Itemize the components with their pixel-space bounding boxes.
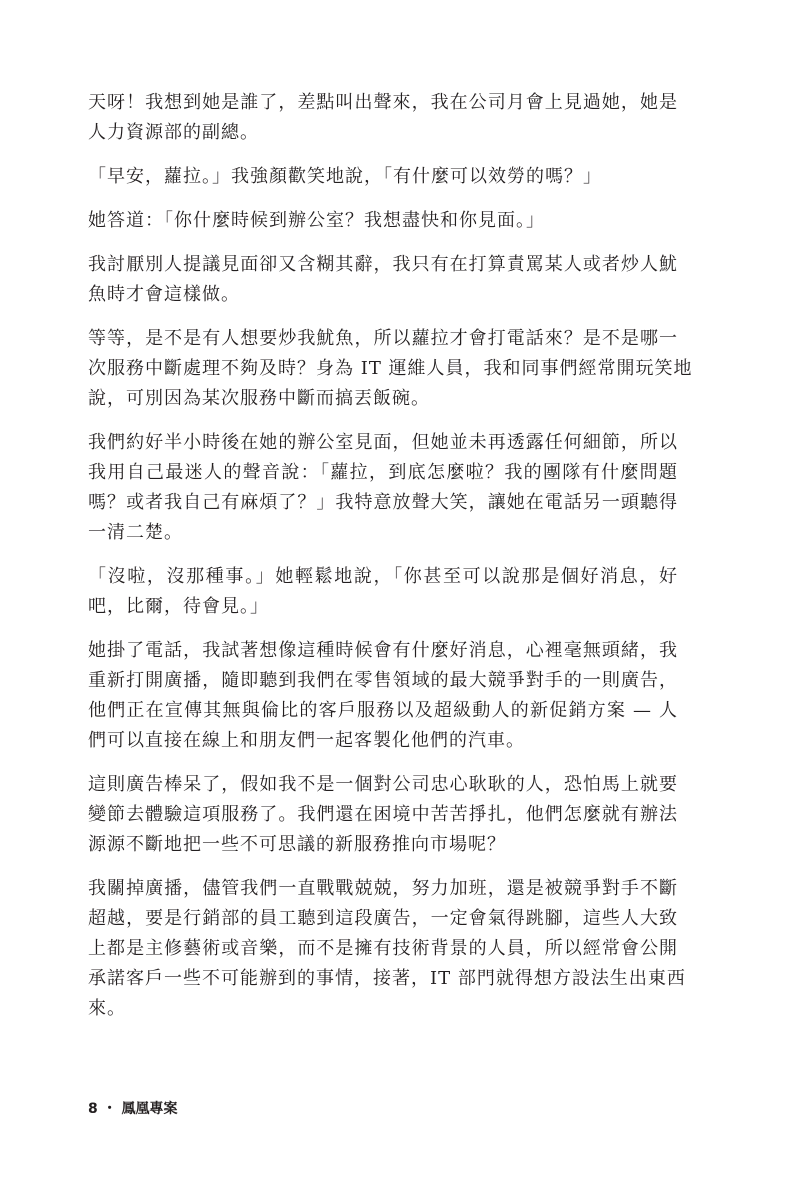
paragraph bbox=[88, 324, 693, 414]
text-line: 重新打開廣播，隨即聽到我們在零售領域的最大競爭對手的一則廣告， bbox=[88, 670, 678, 691]
text-line: 超越，要是行銷部的員工聽到這段廣告，一定會氣得跳腳，這些人大致 bbox=[88, 908, 678, 929]
text-line: 我關掉廣播，儘管我們一直戰戰兢兢，努力加班，還是被競爭對手不斷 bbox=[88, 878, 678, 899]
text-line: 次服務中斷處理不夠及時？身為 IT 運維人員，我和同事們經常開玩笑地 bbox=[88, 358, 693, 379]
paragraph bbox=[88, 428, 678, 548]
text-line: 上都是主修藝術或音樂，而不是擁有技術背景的人員，所以經常會公開 bbox=[88, 938, 678, 959]
text-line: 這則廣告棒呆了，假如我不是一個對公司忠心耿耿的人，恐怕馬上就要 bbox=[88, 774, 678, 795]
text-line: 他們正在宣傳其無與倫比的客戶服務以及超級動人的新促銷方案 — 人 bbox=[88, 700, 678, 721]
text-line: 說，可別因為某次服務中斷而搞丟飯碗。 bbox=[88, 388, 430, 409]
text-line: 等等，是不是有人想要炒我魷魚，所以蘿拉才會打電話來？是不是哪一 bbox=[88, 328, 678, 349]
page-footer bbox=[88, 1098, 178, 1118]
page-number: 8 bbox=[88, 1101, 98, 1117]
paragraph bbox=[88, 636, 678, 756]
text-line: 我用自己最迷人的聲音說：「蘿拉，到底怎麼啦？我的團隊有什麼問題 bbox=[88, 462, 678, 483]
paragraph bbox=[88, 770, 678, 860]
footer-separator: ・ bbox=[102, 1101, 117, 1117]
text-line: 「早安，蘿拉。」我強顏歡笑地說，「有什麼可以效勞的嗎？」 bbox=[88, 166, 602, 187]
text-line: 嗎？或者我自己有麻煩了？」我特意放聲大笑，讓她在電話另一頭聽得 bbox=[88, 492, 678, 513]
text-line: 我們約好半小時後在她的辦公室見面，但她並未再透露任何細節，所以 bbox=[88, 432, 678, 453]
text-line: 「沒啦，沒那種事。」她輕鬆地說，「你甚至可以說那是個好消息，好 bbox=[88, 566, 678, 587]
paragraph bbox=[88, 874, 686, 1024]
text-line: 魚時才會這樣做。 bbox=[88, 284, 240, 305]
paragraph bbox=[88, 562, 678, 622]
paragraph bbox=[88, 206, 678, 236]
text-line: 變節去體驗這項服務了。我們還在困境中苦苦掙扎，他們怎麼就有辦法 bbox=[88, 804, 678, 825]
text-line: 來。 bbox=[88, 998, 126, 1019]
page-body bbox=[88, 88, 693, 1038]
paragraph bbox=[88, 162, 678, 192]
paragraph bbox=[88, 250, 678, 310]
text-line: 我討厭別人提議見面卻又含糊其辭，我只有在打算責罵某人或者炒人魷 bbox=[88, 254, 678, 275]
text-line: 她掛了電話，我試著想像這種時候會有什麼好消息，心裡毫無頭緒，我 bbox=[88, 640, 678, 661]
text-line: 人力資源部的副總。 bbox=[88, 122, 259, 143]
book-title: 鳳凰專案 bbox=[121, 1101, 178, 1117]
text-line: 她答道：「你什麼時候到辦公室？我想盡快和你見面。」 bbox=[88, 210, 545, 231]
paragraph bbox=[88, 88, 678, 148]
text-line: 源源不斷地把一些不可思議的新服務推向市場呢？ bbox=[88, 834, 506, 855]
text-line: 們可以直接在線上和朋友們一起客製化他們的汽車。 bbox=[88, 730, 525, 751]
text-line: 承諾客戶一些不可能辦到的事情，接著，IT 部門就得想方設法生出東西 bbox=[88, 968, 686, 989]
text-line: 一清二楚。 bbox=[88, 522, 183, 543]
text-line: 吧，比爾，待會見。」 bbox=[88, 596, 269, 617]
text-line: 天呀！我想到她是誰了，差點叫出聲來，我在公司月會上見過她，她是 bbox=[88, 92, 678, 113]
